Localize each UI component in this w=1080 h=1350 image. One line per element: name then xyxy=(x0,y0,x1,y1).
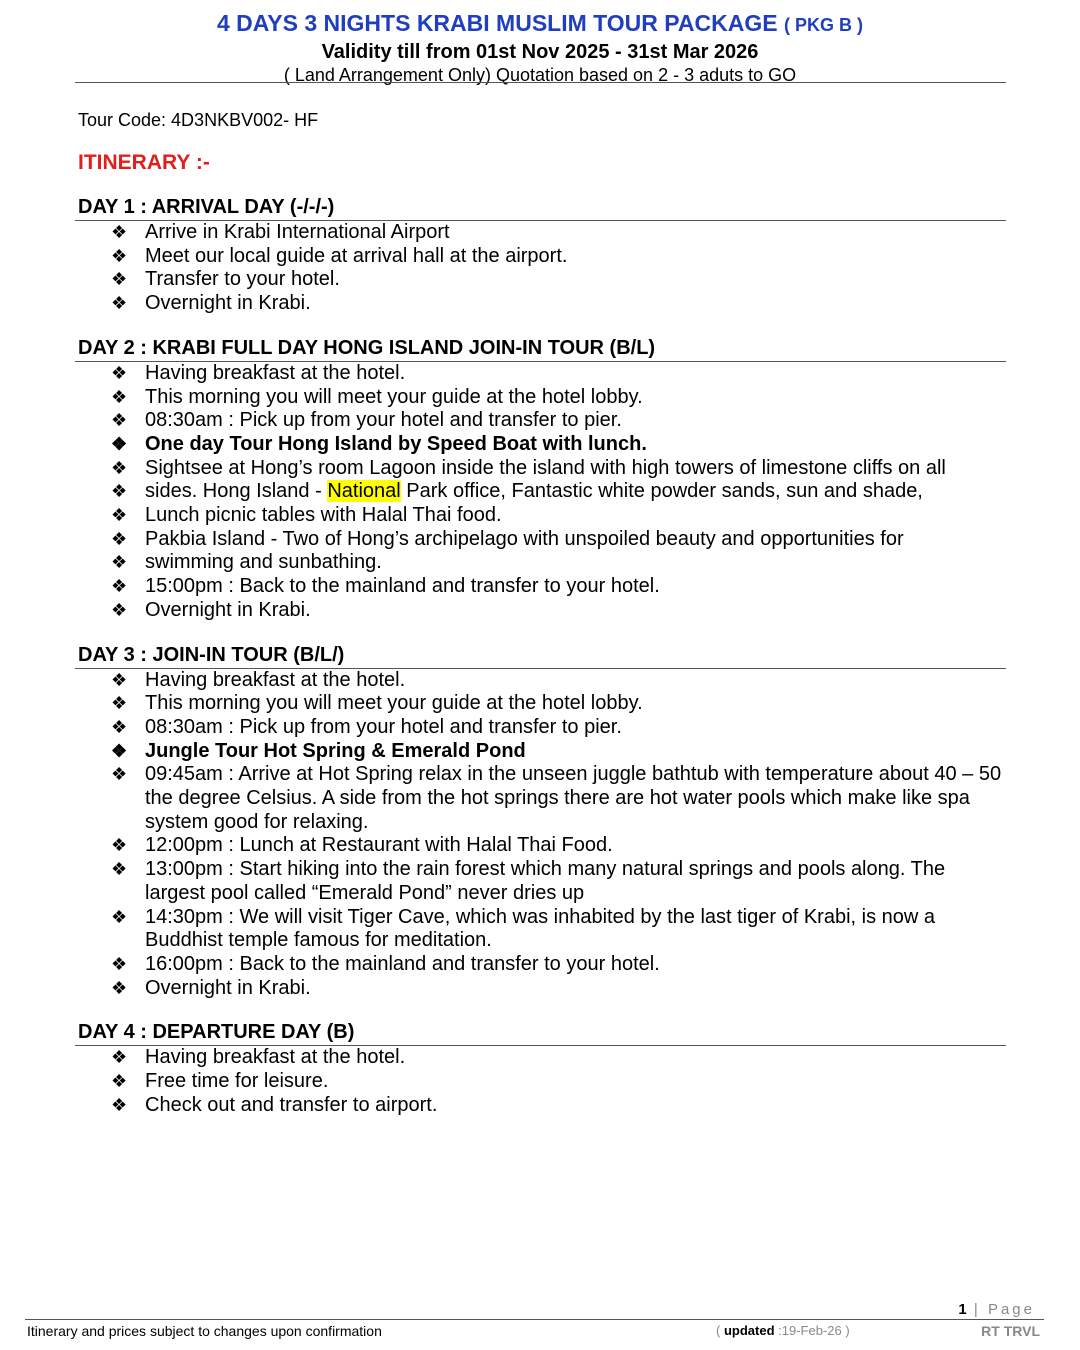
day-items xyxy=(75,221,1006,316)
bullet-icon: ❖ xyxy=(111,505,128,526)
list-item xyxy=(75,268,1007,292)
day-heading: DAY 2 : KRABI FULL DAY HONG ISLAND JOIN-IN TOUR (B/L) xyxy=(75,337,1006,362)
list-item xyxy=(75,362,1007,386)
item-text: This morning you will meet your guide at the hotel lobby. xyxy=(145,385,643,408)
list-item xyxy=(75,433,1007,457)
item-text: Jungle Tour Hot Spring & Emerald Pond xyxy=(145,739,526,762)
bullet-icon: ❖ xyxy=(111,977,128,998)
item-text: 14:30pm : We will visit Tiger Cave, which was inhabited by the last tiger of Krabi, is now a Buddhist temple famous for meditation. xyxy=(145,905,935,952)
list-item xyxy=(75,292,1007,316)
item-text: 13:00pm : Start hiking into the rain forest which many natural springs and pools along. The largest pool called “Emerald Pond” never dries up xyxy=(145,858,946,904)
bullet-icon: ❖ xyxy=(111,716,128,737)
list-item xyxy=(75,599,1007,623)
list-item xyxy=(75,953,1007,977)
itinerary-heading: ITINERARY :- xyxy=(78,151,210,174)
item-text: swimming and sunbathing. xyxy=(145,551,382,574)
day-heading: DAY 1 : ARRIVAL DAY (-/-/-) xyxy=(75,196,1006,221)
list-item xyxy=(75,504,1007,528)
list-item xyxy=(75,977,1007,1001)
item-text: 15:00pm : Back to the mainland and transfer to your hotel. xyxy=(145,575,660,598)
day-section xyxy=(75,644,1006,1001)
document-title: 4 DAYS 3 NIGHTS KRABI MUSLIM TOUR PACKAGE ( PKG B ) xyxy=(217,10,863,36)
bullet-icon: ❖ xyxy=(111,599,128,620)
day-section xyxy=(75,337,1006,623)
item-text: Arrive in Krabi International Airport xyxy=(145,221,450,243)
bullet-icon: ❖ xyxy=(111,953,128,974)
list-item xyxy=(75,221,1007,245)
item-text: 16:00pm : Back to the mainland and transfer to your hotel. xyxy=(145,952,660,975)
header-divider xyxy=(75,82,1006,83)
footer-divider xyxy=(25,1319,1044,1320)
bullet-icon: ❖ xyxy=(111,906,128,927)
highlighted-text: National xyxy=(327,480,401,503)
bullet-icon: ❖ xyxy=(111,269,128,290)
item-text: Having breakfast at the hotel. xyxy=(145,668,406,691)
item-text: sides. Hong Island - xyxy=(145,480,328,503)
list-item xyxy=(75,457,1007,481)
item-text: Sightsee at Hong’s room Lagoon inside the island with high towers of limestone cliffs on all xyxy=(145,456,946,479)
bullet-icon: ❖ xyxy=(111,362,128,383)
item-text: Transfer to your hotel. xyxy=(145,268,340,291)
list-item xyxy=(75,386,1007,410)
item-text: Meet our local guide at arrival hall at the airport. xyxy=(145,244,568,267)
item-text: Overnight in Krabi. xyxy=(145,292,311,315)
list-item xyxy=(75,1070,1007,1094)
list-item xyxy=(75,834,1007,858)
list-item xyxy=(75,245,1007,269)
page-indicator: 1 | Page xyxy=(958,1301,1035,1318)
list-item xyxy=(75,858,1007,905)
bullet-icon: ❖ xyxy=(111,1071,128,1092)
day-items xyxy=(75,669,1006,1001)
list-item xyxy=(75,716,1007,740)
item-text: Lunch picnic tables with Halal Thai food. xyxy=(145,504,502,527)
quotation-basis: ( Land Arrangement Only) Quotation based on 2 - 3 aduts to GO xyxy=(283,65,797,85)
bullet-icon: ❖ xyxy=(111,835,128,856)
document-header xyxy=(0,8,1080,86)
footer-company: RT TRVL xyxy=(981,1323,1040,1339)
itinerary-days xyxy=(75,196,1006,1118)
item-text: One day Tour Hong Island by Speed Boat with lunch. xyxy=(145,432,647,455)
day-heading: DAY 3 : JOIN-IN TOUR (B/L/) xyxy=(75,644,1006,669)
item-text: Having breakfast at the hotel. xyxy=(145,361,406,384)
bullet-icon: ❖ xyxy=(111,859,128,880)
item-text: Overnight in Krabi. xyxy=(145,598,311,621)
item-text-after: Park office, Fantastic white powder sands, sun and shade, xyxy=(400,480,923,503)
item-text: Having breakfast at the hotel. xyxy=(145,1046,406,1069)
day-items xyxy=(75,1046,1006,1117)
list-item xyxy=(75,528,1007,552)
item-text: This morning you will meet your guide at the hotel lobby. xyxy=(145,692,643,715)
bullet-icon: ❖ xyxy=(111,552,128,573)
footer-disclaimer: Itinerary and prices subject to changes upon confirmation xyxy=(27,1323,382,1339)
list-item xyxy=(75,692,1007,716)
bullet-icon: ❖ xyxy=(111,457,128,478)
list-item xyxy=(75,763,1007,834)
day-items xyxy=(75,362,1006,623)
bullet-icon: ❖ xyxy=(111,410,128,431)
validity-text: Validity till from 01st Nov 2025 - 31st Mar 2026 xyxy=(321,41,759,63)
item-text: Free time for leisure. xyxy=(145,1070,329,1093)
bullet-icon: ❖ xyxy=(111,576,128,597)
bullet-icon: ❖ xyxy=(111,245,128,266)
bullet-icon: ❖ xyxy=(111,669,128,690)
list-item xyxy=(75,480,1007,504)
bullet-icon: ❖ xyxy=(111,481,128,502)
tour-code: Tour Code: 4D3NKBV002- HF xyxy=(78,110,319,130)
list-item xyxy=(75,575,1007,599)
bullet-icon: ❖ xyxy=(111,293,128,314)
list-item xyxy=(75,1094,1007,1118)
bullet-icon: ❖ xyxy=(111,1047,128,1068)
list-item xyxy=(75,740,1007,764)
item-text: 09:45am : Arrive at Hot Spring relax in the unseen juggle bathtub with temperature about 40 – 50 the degree Celsius. A side from the hot springs there are hot water pools which make like spa system good for relaxing. xyxy=(145,763,1002,833)
day-section xyxy=(75,196,1006,316)
item-text: Pakbia Island - Two of Hong’s archipelago with unspoiled beauty and opportunities for xyxy=(145,527,904,550)
bullet-icon: ❖ xyxy=(111,740,128,761)
list-item xyxy=(75,409,1007,433)
day-section xyxy=(75,1021,1006,1117)
list-item xyxy=(75,906,1007,953)
list-item xyxy=(75,669,1007,693)
bullet-icon: ❖ xyxy=(111,433,128,454)
bullet-icon: ❖ xyxy=(111,1094,128,1115)
package-label: ( PKG B ) xyxy=(783,15,863,35)
day-heading: DAY 4 : DEPARTURE DAY (B) xyxy=(75,1021,1006,1046)
list-item xyxy=(75,1046,1007,1070)
item-text: 12:00pm : Lunch at Restaurant with Halal Thai Food. xyxy=(145,834,613,857)
bullet-icon: ❖ xyxy=(111,693,128,714)
bullet-icon: ❖ xyxy=(111,528,128,549)
bullet-icon: ❖ xyxy=(111,222,128,242)
footer-updated: ( updated :19-Feb-26 ) xyxy=(716,1323,850,1338)
document-body xyxy=(75,108,1006,1118)
bullet-icon: ❖ xyxy=(111,764,128,785)
item-text: 08:30am : Pick up from your hotel and transfer to pier. xyxy=(145,715,622,738)
bullet-icon: ❖ xyxy=(111,386,128,407)
item-text: Check out and transfer to airport. xyxy=(145,1093,438,1116)
item-text: 08:30am : Pick up from your hotel and transfer to pier. xyxy=(145,409,622,432)
item-text: Overnight in Krabi. xyxy=(145,976,311,999)
list-item xyxy=(75,551,1007,575)
